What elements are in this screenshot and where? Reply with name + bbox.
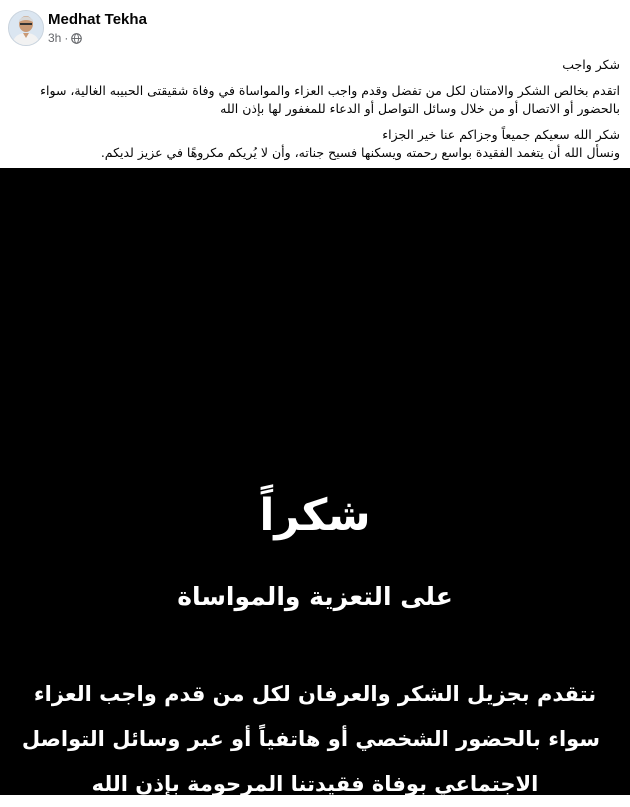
post-header bbox=[0, 0, 630, 56]
post-text-paragraph-2: اتقدم بخالص الشكر والامتنان لكل من تفضل وقدم واجب العزاء والمواساة في وفاة شقيقتى الحبيبه الغالية، سواء بالحضور أو الاتصال أو من خلال وسائل التواصل أو الدعاء للمغفور لها بإذن الله bbox=[40, 83, 620, 116]
image-title: شكراً bbox=[259, 490, 371, 541]
image-body-line-1: نتقدم بجزيل الشكر والعرفان لكل من قدم واجب العزاء bbox=[33, 682, 597, 706]
avatar-photo-icon bbox=[9, 11, 43, 45]
post-text-paragraph-3 bbox=[10, 126, 620, 162]
image-subtitle: على التعزية والمواساة bbox=[177, 582, 453, 611]
post-text-paragraph-3-line-2: ونسأل الله أن يتغمد الفقيدة بواسع رحمته ويسكنها فسيح جناته، وأن لا يُريكم مكروهًا في عزيز لديكم. bbox=[100, 145, 620, 160]
post-image[interactable] bbox=[0, 168, 630, 795]
image-body-text bbox=[21, 672, 600, 807]
post-time[interactable]: 3h bbox=[48, 31, 62, 45]
author-name[interactable]: Medhat Tekha bbox=[48, 11, 147, 28]
image-body-line-2: سواء بالحضور الشخصي أو هاتفياً أو عبر وسائل التواصل bbox=[21, 727, 600, 751]
avatar[interactable] bbox=[8, 10, 44, 46]
post-text-line-1: شكر واجب bbox=[562, 57, 620, 72]
post-meta bbox=[48, 31, 82, 45]
globe-icon[interactable] bbox=[71, 33, 82, 44]
post-text-paragraph-3-line-1: شكر الله سعيكم جميعاً وجزاكم عنا خير الجزاء bbox=[382, 127, 620, 142]
meta-separator: · bbox=[64, 31, 69, 45]
image-body-line-3: الاجتماعي بوفاة فقيدتنا المرحومة بإذن الله bbox=[91, 772, 539, 796]
post-text bbox=[10, 56, 620, 170]
